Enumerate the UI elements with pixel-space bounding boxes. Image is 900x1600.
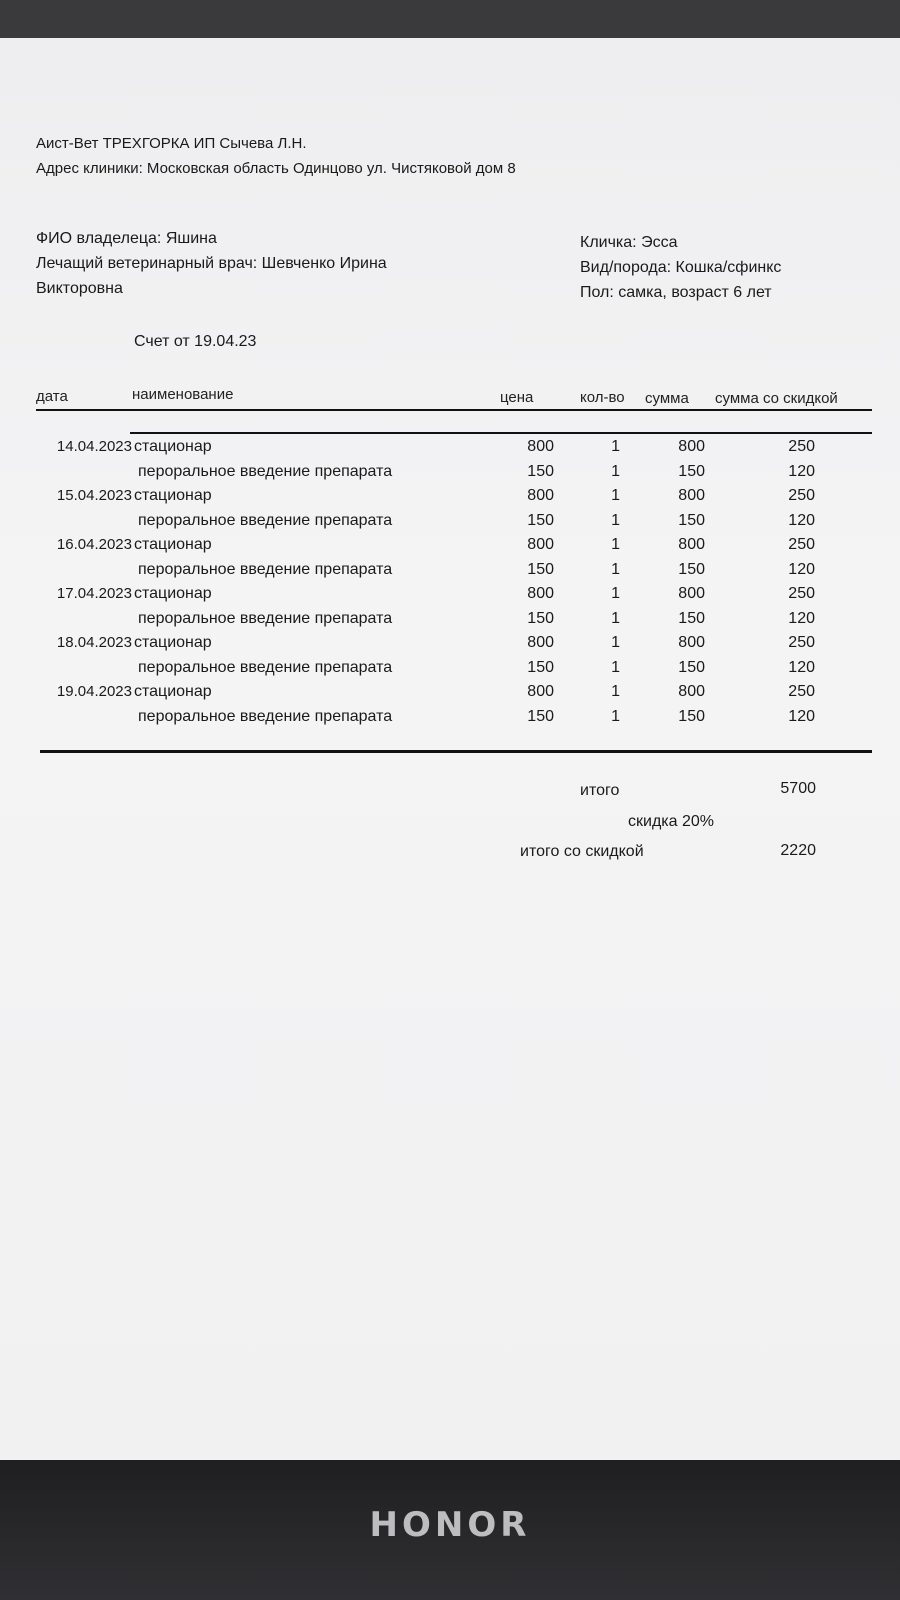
row-price: 150 — [527, 560, 554, 578]
row-price: 800 — [527, 585, 554, 602]
header-date: дата — [36, 388, 68, 405]
row-price: 800 — [527, 683, 554, 700]
row-service: пероральное введение препарата — [138, 511, 393, 529]
row-sum-discount: 250 — [788, 487, 815, 504]
row-service: пероральное введение препарата — [138, 707, 393, 725]
row-price: 800 — [527, 536, 554, 553]
row-qty: 1 — [611, 658, 620, 676]
row-sum: 800 — [678, 585, 705, 602]
row-price: 800 — [527, 438, 554, 455]
row-sum-discount: 250 — [788, 438, 815, 455]
row-date: 14.04.2023 — [56, 438, 132, 455]
total-discount-label: итого со скидкой — [520, 843, 644, 860]
row-service: пероральное введение препарата — [138, 609, 393, 627]
row-qty: 1 — [611, 683, 620, 700]
row-date: 16.04.2023 — [56, 536, 132, 553]
table-top-rule — [130, 432, 872, 434]
row-sum: 800 — [678, 536, 705, 553]
clinic-name: Аист-Вет ТРЕХГОРКА ИП Сычева Л.Н. — [36, 135, 307, 152]
row-sum-discount: 120 — [788, 658, 815, 676]
row-date: 19.04.2023 — [56, 683, 132, 700]
header-divider — [36, 409, 872, 411]
row-qty: 1 — [611, 462, 620, 480]
row-price: 150 — [527, 462, 554, 480]
row-sum-discount: 250 — [788, 683, 815, 700]
row-price: 800 — [527, 634, 554, 651]
total-value: 5700 — [780, 780, 816, 797]
invoice-title: Счет от 19.04.23 — [134, 333, 257, 350]
total-label: итого — [580, 782, 620, 799]
row-sum: 800 — [678, 438, 705, 455]
doctor-name-line1: Лечащий ветеринарный врач: Шевченко Ирина — [36, 255, 387, 272]
row-qty: 1 — [611, 634, 620, 651]
row-date: 17.04.2023 — [56, 585, 132, 602]
row-sum-discount: 120 — [788, 560, 815, 578]
header-qty: кол-во — [580, 389, 625, 406]
row-sum: 150 — [678, 560, 705, 578]
doctor-name-line2: Викторовна — [36, 280, 123, 297]
row-service: стационар — [134, 634, 212, 651]
row-service: пероральное введение препарата — [138, 560, 393, 578]
header-sum-discount: сумма со скидкой — [715, 390, 838, 407]
document-screen — [0, 38, 900, 1460]
row-sum-discount: 250 — [788, 536, 815, 553]
row-qty: 1 — [611, 707, 620, 725]
header-price: цена — [500, 389, 534, 406]
row-service: пероральное введение препарата — [138, 658, 393, 676]
row-qty: 1 — [611, 560, 620, 578]
row-qty: 1 — [611, 536, 620, 553]
row-price: 150 — [527, 511, 554, 529]
discount-label: скидка 20% — [628, 813, 714, 830]
row-date: 15.04.2023 — [56, 487, 132, 504]
monitor-top-bezel — [0, 0, 900, 38]
row-sum: 800 — [678, 634, 705, 651]
row-qty: 1 — [611, 585, 620, 602]
pet-sex-age: Пол: самка, возраст 6 лет — [580, 284, 772, 301]
row-sum: 150 — [678, 511, 705, 529]
row-sum-discount: 250 — [788, 634, 815, 651]
row-sum: 150 — [678, 462, 705, 480]
row-service: стационар — [134, 585, 212, 602]
row-service: стационар — [134, 683, 212, 700]
row-qty: 1 — [611, 609, 620, 627]
row-service: стационар — [134, 487, 212, 504]
row-sum-discount: 120 — [788, 707, 815, 725]
pet-name: Кличка: Эсса — [580, 234, 678, 251]
clinic-address: Адрес клиники: Московская область Одинцово ул. Чистяковой дом 8 — [36, 160, 516, 177]
row-sum-discount: 120 — [788, 511, 815, 529]
table-bottom-rule — [40, 750, 872, 753]
header-sum: сумма — [645, 390, 689, 407]
brand-logo: HONOR — [369, 1505, 531, 1545]
row-price: 150 — [527, 707, 554, 725]
row-service: стационар — [134, 438, 212, 455]
row-sum-discount: 120 — [788, 609, 815, 627]
row-sum: 800 — [678, 487, 705, 504]
row-sum: 150 — [678, 707, 705, 725]
row-service: стационар — [134, 536, 212, 553]
row-sum: 150 — [678, 609, 705, 627]
total-discount-value: 2220 — [780, 842, 816, 859]
row-sum: 150 — [678, 658, 705, 676]
row-price: 150 — [527, 658, 554, 676]
row-price: 800 — [527, 487, 554, 504]
row-qty: 1 — [611, 438, 620, 455]
owner-name: ФИО владелеца: Яшина — [36, 230, 217, 247]
pet-breed: Вид/порода: Кошка/сфинкс — [580, 259, 782, 276]
row-sum-discount: 120 — [788, 462, 815, 480]
header-name: наименование — [132, 386, 234, 403]
row-qty: 1 — [611, 487, 620, 504]
row-price: 150 — [527, 609, 554, 627]
row-sum: 800 — [678, 683, 705, 700]
row-date: 18.04.2023 — [56, 634, 132, 651]
row-sum-discount: 250 — [788, 585, 815, 602]
row-qty: 1 — [611, 511, 620, 529]
row-service: пероральное введение препарата — [138, 462, 393, 480]
